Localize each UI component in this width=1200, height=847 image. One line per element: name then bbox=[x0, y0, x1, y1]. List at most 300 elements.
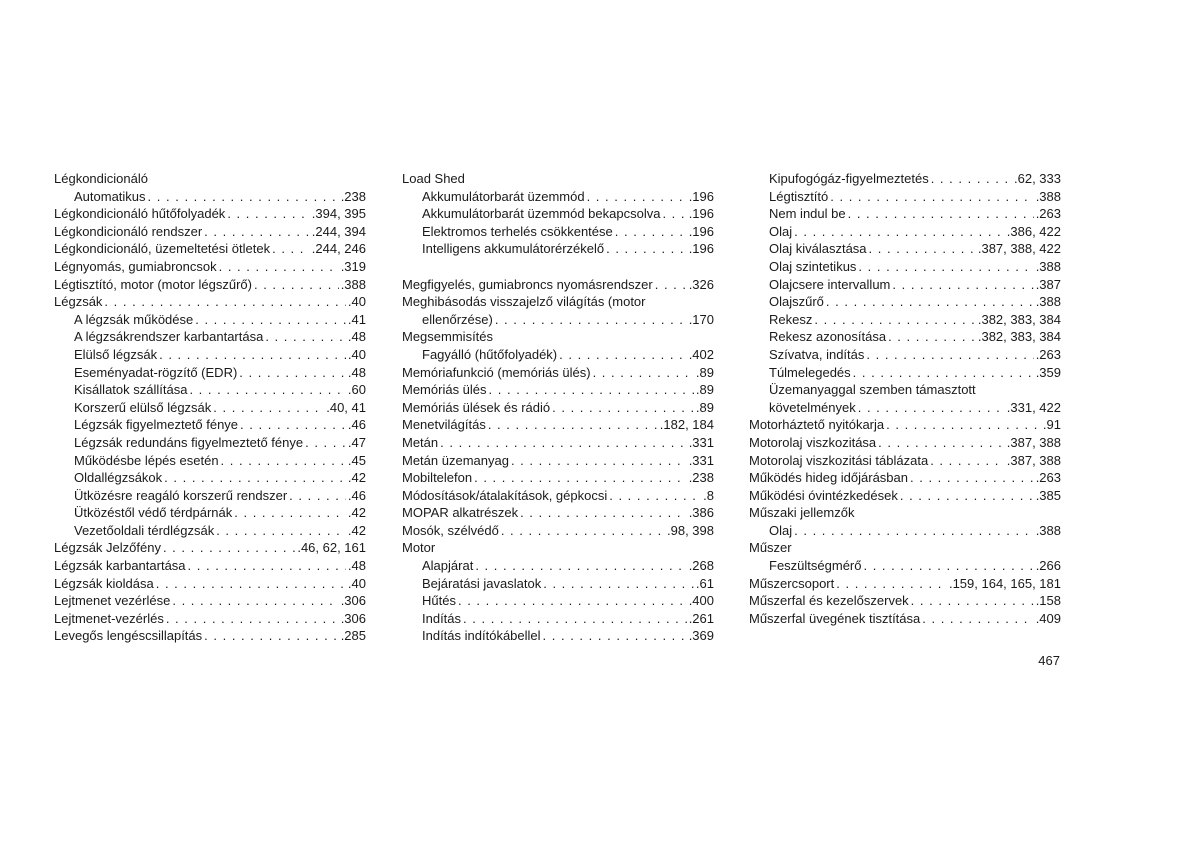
index-entry-label: Feszültségmérő bbox=[769, 558, 862, 574]
index-entry-page-ref: .41 bbox=[347, 311, 366, 327]
index-entry-page-ref: .306 bbox=[340, 610, 366, 626]
index-entry-page-ref: .387 bbox=[1035, 276, 1061, 292]
index-entry-page-ref: .196 bbox=[688, 188, 714, 204]
index-entry bbox=[749, 575, 1061, 593]
dot-leader bbox=[606, 240, 687, 258]
index-entry-label: Működés hideg időjárásban bbox=[749, 470, 908, 486]
dot-leader bbox=[188, 557, 346, 575]
index-entry bbox=[749, 346, 1061, 364]
index-entry-page-ref: .159, 164, 165, 181 bbox=[948, 575, 1061, 591]
index-entry-page-ref: .326 bbox=[688, 276, 714, 292]
index-entry-label: Rekesz azonosítása bbox=[769, 329, 887, 345]
index-entry bbox=[54, 381, 366, 399]
index-entry-page-ref: .331, 422 bbox=[1006, 399, 1061, 415]
dot-leader bbox=[543, 575, 694, 593]
index-entry-label: Intelligens akkumulátorérzékelő bbox=[422, 241, 605, 257]
index-entry-label: Motor bbox=[402, 540, 436, 556]
index-entry-label: Olaj szintetikus bbox=[769, 258, 857, 274]
index-entry bbox=[402, 223, 714, 241]
index-entry bbox=[54, 416, 366, 434]
index-entry-label: Motorháztető nyitókarja bbox=[749, 417, 885, 433]
index-entry bbox=[749, 311, 1061, 329]
index-entry-label: Bejáratási javaslatok bbox=[422, 575, 542, 591]
index-entry-label: Fagyálló (hűtőfolyadék) bbox=[422, 346, 558, 362]
index-entry-label: Hűtés bbox=[422, 593, 456, 609]
index-entry-page-ref: .42 bbox=[347, 522, 366, 538]
index-entry bbox=[54, 311, 366, 329]
index-entry-label: ellenőrzése) bbox=[422, 311, 493, 327]
index-entry bbox=[54, 328, 366, 346]
index-entry-page-ref: .388 bbox=[1035, 294, 1061, 310]
index-entry bbox=[402, 452, 714, 470]
index-entry-label: Légkondicionáló rendszer bbox=[54, 223, 203, 239]
index-entry-label: Műszerfal és kezelőszervek bbox=[749, 593, 909, 609]
index-entry-page-ref: .40 bbox=[347, 294, 366, 310]
index-entry bbox=[749, 610, 1061, 628]
dot-leader bbox=[216, 522, 346, 540]
index-entry-label: Légzsák redundáns figyelmeztető fénye bbox=[74, 434, 304, 450]
index-entry-label: Akkumulátorbarát üzemmód bekapcsolva bbox=[422, 206, 661, 222]
dot-leader bbox=[204, 223, 310, 241]
dot-leader bbox=[440, 434, 687, 452]
index-entry-page-ref: .89 bbox=[695, 364, 714, 380]
index-entry bbox=[54, 487, 366, 505]
index-column-3 bbox=[749, 170, 1061, 627]
index-entry bbox=[54, 276, 366, 294]
index-entry-page-ref: .40, 41 bbox=[326, 399, 366, 415]
dot-leader bbox=[488, 416, 658, 434]
index-entry-label: Túlmelegedés bbox=[769, 364, 851, 380]
index-entry bbox=[54, 399, 366, 417]
page-number: 467 bbox=[1038, 653, 1060, 668]
index-entry-page-ref: .244, 394 bbox=[311, 223, 366, 239]
index-entry bbox=[749, 170, 1061, 188]
index-entry-page-ref: .158 bbox=[1035, 593, 1061, 609]
index-entry-label: Módosítások/átalakítások, gépkocsi bbox=[402, 487, 608, 503]
dot-leader bbox=[254, 276, 339, 294]
index-entry-page-ref: .61 bbox=[695, 575, 714, 591]
index-entry-page-ref: .388 bbox=[340, 276, 366, 292]
index-entry bbox=[749, 539, 1061, 557]
index-entry-page-ref: .42 bbox=[347, 505, 366, 521]
index-entry bbox=[54, 170, 366, 188]
index-entry bbox=[749, 399, 1061, 417]
index-entry-page-ref: .46, 62, 161 bbox=[297, 540, 366, 556]
index-entry-page-ref: .382, 383, 384 bbox=[977, 329, 1061, 345]
index-entry bbox=[402, 293, 714, 311]
dot-leader bbox=[552, 399, 694, 417]
dot-leader bbox=[892, 276, 1033, 294]
index-column-2 bbox=[402, 170, 714, 645]
index-entry-page-ref: .48 bbox=[347, 364, 366, 380]
index-entry-page-ref: .261 bbox=[688, 610, 714, 626]
index-entry-label: Mobiltelefon bbox=[402, 470, 473, 486]
index-entry bbox=[402, 346, 714, 364]
index-entry-label: Elülső légzsák bbox=[74, 346, 158, 362]
index-entry-label: Oldallégzsákok bbox=[74, 470, 163, 486]
index-entry-page-ref: .263 bbox=[1035, 346, 1061, 362]
index-entry-label: Ütközésre reagáló korszerű rendszer bbox=[74, 487, 288, 503]
index-entry bbox=[402, 399, 714, 417]
index-entry bbox=[54, 610, 366, 628]
index-entry-label: Olaj bbox=[769, 223, 793, 239]
dot-leader bbox=[164, 469, 346, 487]
index-entry-page-ref: .42 bbox=[347, 470, 366, 486]
index-entry-page-ref: .46 bbox=[347, 487, 366, 503]
dot-leader bbox=[195, 311, 346, 329]
index-entry bbox=[749, 504, 1061, 522]
dot-leader bbox=[189, 381, 345, 399]
index-entry bbox=[54, 452, 366, 470]
index-entry bbox=[402, 434, 714, 452]
dot-leader bbox=[221, 452, 346, 470]
index-entry bbox=[402, 328, 714, 346]
index-entry-page-ref: .388 bbox=[1035, 522, 1061, 538]
index-entry-label: Szívatva, indítás bbox=[769, 346, 865, 362]
index-entry-page-ref: .170 bbox=[688, 311, 714, 327]
dot-leader bbox=[830, 188, 1033, 206]
dot-leader bbox=[159, 346, 346, 364]
index-entry-label: Légtisztító, motor (motor légszűrő) bbox=[54, 276, 252, 292]
dot-leader bbox=[489, 381, 694, 399]
index-entry-page-ref: .331 bbox=[688, 434, 714, 450]
dot-leader bbox=[900, 487, 1034, 505]
dot-leader bbox=[814, 311, 976, 329]
index-entry-page-ref: .196 bbox=[688, 241, 714, 257]
dot-leader bbox=[156, 575, 346, 593]
index-entry bbox=[749, 293, 1061, 311]
dot-leader bbox=[163, 539, 295, 557]
index-entry bbox=[54, 434, 366, 452]
dot-leader bbox=[475, 557, 686, 575]
index-entry-page-ref: .394, 395 bbox=[311, 206, 366, 222]
index-entry-label: Metán üzemanyag bbox=[402, 452, 509, 468]
index-entry-label: MOPAR alkatrészek bbox=[402, 505, 519, 521]
dot-leader bbox=[227, 205, 309, 223]
index-entry bbox=[749, 328, 1061, 346]
dot-leader bbox=[265, 328, 346, 346]
index-entry bbox=[402, 539, 714, 557]
index-entry-page-ref: .388 bbox=[1035, 188, 1061, 204]
index-entry-label: Indítás bbox=[422, 610, 462, 626]
index-entry bbox=[402, 487, 714, 505]
index-entry-label: Alapjárat bbox=[422, 558, 474, 574]
index-entry bbox=[54, 188, 366, 206]
index-entry-label: Működési óvintézkedések bbox=[749, 487, 898, 503]
dot-leader bbox=[495, 311, 687, 329]
index-entry bbox=[749, 381, 1061, 399]
index-entry bbox=[54, 346, 366, 364]
index-entry bbox=[402, 364, 714, 382]
index-column-1 bbox=[54, 170, 366, 645]
index-entry-label: Megsemmisítés bbox=[402, 329, 494, 345]
index-entry-label: Akkumulátorbarát üzemmód bbox=[422, 188, 585, 204]
dot-leader bbox=[794, 223, 1005, 241]
index-entry-label: Légtisztító bbox=[769, 188, 829, 204]
index-entry bbox=[402, 575, 714, 593]
dot-leader bbox=[615, 223, 687, 241]
index-entry bbox=[54, 575, 366, 593]
dot-leader bbox=[886, 416, 1041, 434]
dot-leader bbox=[853, 364, 1034, 382]
index-entry bbox=[749, 276, 1061, 294]
index-entry-page-ref: .388 bbox=[1035, 258, 1061, 274]
index-entry-page-ref: .387, 388, 422 bbox=[977, 241, 1061, 257]
index-entry-page-ref: .91 bbox=[1042, 417, 1061, 433]
index-entry-label: követelmények bbox=[769, 399, 856, 415]
index-entry-label: Automatikus bbox=[74, 188, 146, 204]
index-entry-label: Lejtmenet vezérlése bbox=[54, 593, 171, 609]
index-entry-page-ref: .382, 383, 384 bbox=[977, 311, 1061, 327]
index-entry-label: Motorolaj viszkozitása bbox=[749, 434, 877, 450]
index-entry-page-ref: .266 bbox=[1035, 558, 1061, 574]
dot-leader bbox=[474, 469, 687, 487]
index-entry bbox=[402, 627, 714, 645]
dot-leader bbox=[520, 504, 687, 522]
index-entry-label: Eseményadat-rögzítő (EDR) bbox=[74, 364, 238, 380]
index-entry-label: Légnyomás, gumiabroncsok bbox=[54, 258, 217, 274]
dot-leader bbox=[911, 592, 1034, 610]
index-entry bbox=[402, 311, 714, 329]
index-entry-label: Olaj kiválasztása bbox=[769, 241, 867, 257]
dot-leader bbox=[655, 276, 687, 294]
index-entry-page-ref: .244, 246 bbox=[311, 241, 366, 257]
index-entry-label: Olajszűrő bbox=[769, 294, 824, 310]
dot-leader bbox=[662, 205, 686, 223]
index-entry-label: Műszaki jellemzők bbox=[749, 505, 855, 521]
index-entry-page-ref: .369 bbox=[688, 628, 714, 644]
index-entry-label: A légzsák működése bbox=[74, 311, 194, 327]
index-entry-label: Elektromos terhelés csökkentése bbox=[422, 223, 613, 239]
index-entry bbox=[749, 205, 1061, 223]
index-entry bbox=[749, 452, 1061, 470]
index-entry-page-ref: .306 bbox=[340, 593, 366, 609]
index-entry-page-ref: .196 bbox=[688, 223, 714, 239]
dot-leader bbox=[305, 434, 346, 452]
index-entry-page-ref: .89 bbox=[695, 382, 714, 398]
dot-leader bbox=[234, 504, 346, 522]
index-entry-page-ref: .40 bbox=[347, 575, 366, 591]
index-entry-page-ref: .40 bbox=[347, 346, 366, 362]
index-entry-label: Műszercsoport bbox=[749, 575, 835, 591]
dot-leader bbox=[794, 522, 1034, 540]
index-entry-page-ref: .62, 333 bbox=[1014, 171, 1061, 186]
dot-leader bbox=[172, 592, 338, 610]
index-entry bbox=[749, 223, 1061, 241]
index-entry-label: Ütközéstől védő térdpárnák bbox=[74, 505, 233, 521]
index-entry-label: Levegős lengéscsillapítás bbox=[54, 628, 203, 644]
dot-leader bbox=[858, 258, 1033, 276]
index-entry-page-ref: .386 bbox=[688, 505, 714, 521]
index-entry-label: Kipufogógáz-figyelmeztetés bbox=[769, 171, 929, 186]
index-entry-page-ref: .47 bbox=[347, 434, 366, 450]
dot-leader bbox=[543, 627, 687, 645]
index-entry-page-ref: .46 bbox=[347, 417, 366, 433]
index-entry bbox=[749, 487, 1061, 505]
index-entry-label: Meghibásodás visszajelző világítás (motor bbox=[402, 294, 646, 310]
index-entry bbox=[749, 522, 1061, 540]
index-entry-page-ref: .409 bbox=[1035, 610, 1061, 626]
index-entry-label: Nem indul be bbox=[769, 206, 846, 222]
index-entry-page-ref: .319 bbox=[340, 258, 366, 274]
index-entry bbox=[54, 293, 366, 311]
dot-leader bbox=[166, 610, 339, 628]
index-entry-label: Működésbe lépés esetén bbox=[74, 452, 219, 468]
index-entry bbox=[402, 205, 714, 223]
index-entry bbox=[54, 504, 366, 522]
index-entry bbox=[402, 416, 714, 434]
index-entry bbox=[749, 364, 1061, 382]
index-entry-label: Olaj bbox=[769, 522, 793, 538]
index-entry bbox=[54, 522, 366, 540]
index-entry bbox=[54, 240, 366, 258]
index-entry-page-ref: .331 bbox=[688, 452, 714, 468]
index-entry-label: Légzsák Jelzőfény bbox=[54, 540, 161, 556]
index-entry-label: Műszerfal üvegének tisztítása bbox=[749, 610, 921, 626]
index-entry-label: Menetvilágítás bbox=[402, 417, 486, 433]
index-entry-page-ref: .89 bbox=[695, 399, 714, 415]
index-entry bbox=[54, 539, 366, 557]
index-entry-label: Légzsák karbantartása bbox=[54, 558, 186, 574]
dot-leader bbox=[559, 346, 687, 364]
dot-leader bbox=[931, 170, 1012, 188]
dot-leader bbox=[587, 188, 687, 206]
dot-leader bbox=[836, 575, 947, 593]
index-entry bbox=[749, 240, 1061, 258]
index-entry bbox=[402, 276, 714, 294]
dot-leader bbox=[219, 258, 339, 276]
dot-leader bbox=[826, 293, 1034, 311]
dot-leader bbox=[910, 469, 1034, 487]
index-entry bbox=[402, 557, 714, 575]
index-entry-label: Motorolaj viszkozitási táblázata bbox=[749, 452, 929, 468]
index-entry bbox=[749, 557, 1061, 575]
index-entry bbox=[749, 416, 1061, 434]
dot-leader bbox=[878, 434, 1005, 452]
index-entry-label: Load Shed bbox=[402, 171, 465, 186]
index-entry-page-ref: .48 bbox=[347, 558, 366, 574]
index-entry-page-ref: .400 bbox=[688, 593, 714, 609]
index-entry-page-ref: .387, 388 bbox=[1006, 434, 1061, 450]
index-entry bbox=[402, 240, 714, 258]
dot-leader bbox=[888, 328, 976, 346]
index-entry-page-ref: .196 bbox=[688, 206, 714, 222]
dot-leader bbox=[458, 592, 687, 610]
index-entry bbox=[54, 557, 366, 575]
index-entry-page-ref: .386, 422 bbox=[1006, 223, 1061, 239]
index-entry-label: Olajcsere intervallum bbox=[769, 276, 891, 292]
index-entry-label: Rekesz bbox=[769, 311, 813, 327]
index-entry-label: Metán bbox=[402, 434, 439, 450]
index-entry-label: Mosók, szélvédő bbox=[402, 522, 499, 538]
dot-leader bbox=[858, 399, 1005, 417]
index-entry-label: Műszer bbox=[749, 540, 792, 556]
index-entry-page-ref: .238 bbox=[340, 188, 366, 204]
index-entry bbox=[749, 592, 1061, 610]
index-entry-page-ref: .387, 388 bbox=[1006, 452, 1061, 468]
index-entry bbox=[54, 469, 366, 487]
index-entry-label: Légzsák figyelmeztető fénye bbox=[74, 417, 239, 433]
index-entry-label: A légzsákrendszer karbantartása bbox=[74, 329, 264, 345]
index-entry-label: Légkondicionáló hűtőfolyadék bbox=[54, 206, 226, 222]
index-entry bbox=[749, 188, 1061, 206]
index-entry-label: Memóriás ülések és rádió bbox=[402, 399, 551, 415]
index-entry bbox=[54, 592, 366, 610]
index-entry bbox=[54, 258, 366, 276]
dot-leader bbox=[289, 487, 346, 505]
index-entry-page-ref: .45 bbox=[347, 452, 366, 468]
index-entry bbox=[54, 223, 366, 241]
index-entry-page-ref: .8 bbox=[703, 487, 714, 503]
index-entry bbox=[402, 592, 714, 610]
index-entry-page-ref: .48 bbox=[347, 329, 366, 345]
dot-leader bbox=[922, 610, 1033, 628]
index-entry bbox=[402, 504, 714, 522]
dot-leader bbox=[501, 522, 665, 540]
dot-leader bbox=[272, 240, 310, 258]
dot-leader bbox=[930, 452, 1005, 470]
index-entry-page-ref: .98, 398 bbox=[667, 522, 714, 538]
dot-leader bbox=[463, 610, 687, 628]
index-entry-label: Légkondicionáló, üzemeltetési ötletek bbox=[54, 241, 271, 257]
dot-leader bbox=[104, 293, 346, 311]
index-entry bbox=[54, 627, 366, 645]
index-entry-page-ref: .60 bbox=[347, 382, 366, 398]
index-entry-label: Memóriafunkció (memóriás ülés) bbox=[402, 364, 591, 380]
index-entry bbox=[402, 170, 714, 188]
index-entry bbox=[749, 258, 1061, 276]
dot-leader bbox=[848, 205, 1034, 223]
index-entry-label: Memóriás ülés bbox=[402, 382, 487, 398]
dot-leader bbox=[863, 557, 1033, 575]
dot-leader bbox=[239, 364, 346, 382]
index-entry bbox=[54, 364, 366, 382]
dot-leader bbox=[240, 416, 346, 434]
index-entry bbox=[402, 469, 714, 487]
dot-leader bbox=[213, 399, 324, 417]
index-entry-label: Légzsák kioldása bbox=[54, 575, 154, 591]
index-entry-label: Korszerű elülső légzsák bbox=[74, 399, 212, 415]
dot-leader bbox=[204, 627, 339, 645]
index-entry-page-ref: .359 bbox=[1035, 364, 1061, 380]
index-entry-label: Indítás indítókábellel bbox=[422, 628, 541, 644]
dot-leader bbox=[869, 240, 976, 258]
index-entry bbox=[402, 610, 714, 628]
index-entry-label: Légkondicionáló bbox=[54, 171, 148, 186]
index-entry-label: Üzemanyaggal szemben támasztott bbox=[769, 382, 976, 398]
index-entry-page-ref: .268 bbox=[688, 558, 714, 574]
dot-leader bbox=[148, 188, 339, 206]
index-entry-page-ref: .263 bbox=[1035, 470, 1061, 486]
index-entry bbox=[54, 205, 366, 223]
index-entry-page-ref: .238 bbox=[688, 470, 714, 486]
index-entry-page-ref: .182, 184 bbox=[659, 417, 714, 433]
index-entry-page-ref: .285 bbox=[340, 628, 366, 644]
index-entry-label: Légzsák bbox=[54, 294, 103, 310]
index-entry bbox=[402, 381, 714, 399]
index-entry-label: Kisállatok szállítása bbox=[74, 382, 188, 398]
index-entry bbox=[749, 434, 1061, 452]
index-entry-label: Lejtmenet-vezérlés bbox=[54, 610, 164, 626]
index-entry bbox=[402, 522, 714, 540]
index-entry-page-ref: .385 bbox=[1035, 487, 1061, 503]
index-entry-page-ref: .263 bbox=[1035, 206, 1061, 222]
dot-leader bbox=[609, 487, 701, 505]
index-entry bbox=[749, 469, 1061, 487]
index-entry bbox=[402, 188, 714, 206]
index-entry-page-ref: .402 bbox=[688, 346, 714, 362]
dot-leader bbox=[511, 452, 687, 470]
